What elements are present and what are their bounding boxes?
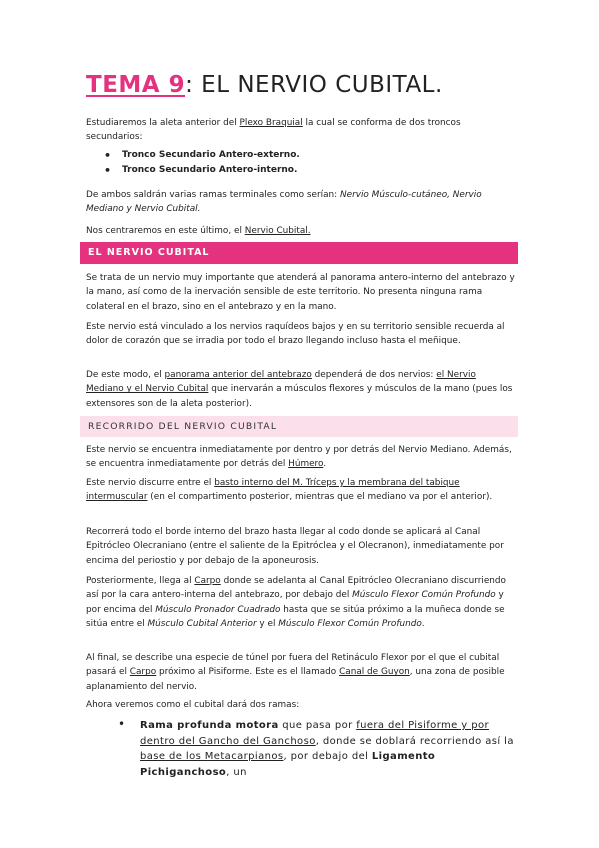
text: donde se adelanta al Canal Epitrócleo Olecraniano discurriendo así por la cara antero-interna del antebrazo, por debajo del	[86, 576, 506, 601]
route-paragraph-4	[86, 574, 516, 632]
title-tema: TEMA 9	[86, 72, 186, 98]
cubital-branches-list	[118, 718, 518, 780]
text: , por debajo del	[283, 751, 372, 762]
text: , un	[226, 766, 247, 778]
route-paragraph-3: Recorrerá todo el borde interno del brazo hasta llegar al codo donde se aplicará al Canal Epitrócleo Olecraniano (entre el saliente de la Epitróclea y el Olecranon), inmediatamente por encima del periostio y por debajo de la aponeurosis.	[86, 527, 504, 566]
text: Posteriormente, llega al	[86, 576, 195, 586]
subsection-heading: RECORRIDO DEL NERVIO CUBITAL	[88, 421, 278, 432]
text: hasta que se sitúa próximo a la muñeca donde se sitúa entre el	[86, 604, 505, 630]
focus-text: Nos centraremos en este último, el	[86, 226, 245, 236]
section-heading: EL NERVIO CUBITAL	[88, 247, 210, 258]
text: De este modo, el	[86, 370, 165, 380]
list-item: • Tronco Secundario Antero-externo.	[104, 148, 300, 163]
list-item	[118, 718, 518, 780]
underlined-text: el Nervio Mediano y el Nervio Cubital	[86, 370, 476, 395]
italic-text: Músculo Flexor Común Profundo	[352, 590, 496, 601]
text: dependerá de dos nervios:	[311, 370, 437, 380]
underlined-text: basto interno del M. Tríceps y la membrana del tabique intermuscular	[86, 478, 460, 503]
intro-text: Estudiaremos la aleta anterior del	[86, 118, 240, 128]
intro-paragraph	[86, 116, 516, 145]
underlined-text: Carpo	[129, 667, 157, 678]
text: Este nervio se encuentra inmediatamente por dentro y por detrás del Nervio Mediano. Además, se encuentra inmediatamente por detrás del	[86, 445, 512, 470]
text: .	[421, 619, 425, 630]
text: Este nervio discurre entre el	[86, 478, 215, 488]
italic-text: Músculo Pronador Cuadrado	[155, 604, 281, 615]
trunk-list	[104, 148, 300, 178]
plexo-braquial-link: Plexo Braquial	[239, 118, 303, 128]
branches-text: De ambos saldrán varias ramas terminales como serían:	[86, 190, 340, 200]
branches-italic: Nervio Músculo-cutáneo, Nervio Mediano y Nervio Cubital.	[86, 190, 482, 215]
text: que pasa por	[278, 720, 357, 731]
title-rest: : EL NERVIO CUBITAL.	[185, 72, 443, 98]
nervio-cubital-link: Nervio Cubital.	[244, 226, 311, 236]
focus-paragraph	[86, 224, 516, 238]
text: que inervarán a músculos flexores y músculos de la mano (pues los extensores son de la aleta posterior).	[86, 384, 513, 409]
intro-text-end: la cual se conforma de dos troncos secundarios:	[86, 118, 461, 143]
italic-text: Músculo Flexor Común Profundo	[278, 619, 422, 630]
bold-text: Rama profunda motora	[140, 720, 279, 731]
bold-text: Ligamento Pichiganchoso	[140, 751, 436, 778]
section1-paragraph-2: Este nervio está vinculado a los nervios raquídeos bajos y en su territorio sensible recuerda al dolor de corazón que se irradia por todo el brazo llegando incluso hasta el meñique.	[86, 322, 505, 347]
text: , donde se doblará recorriendo así la	[315, 735, 514, 747]
underlined-text: Húmero	[288, 459, 324, 470]
text: .	[323, 459, 327, 470]
section-heading-bar	[80, 242, 518, 264]
route-paragraph-5	[86, 651, 516, 694]
text: y el	[256, 619, 279, 630]
subsection-heading-bar	[80, 416, 518, 437]
page-title	[86, 72, 443, 98]
text: próximo al Pisiforme. Este es el llamado	[156, 667, 340, 678]
underlined-text: panorama anterior del antebrazo	[164, 370, 312, 380]
text: (en el compartimento posterior, mientras que el mediano va por el anterior).	[147, 492, 493, 503]
route-paragraph-6: Ahora veremos como el cubital dará dos ramas:	[86, 700, 300, 710]
underlined-text: fuera del Pisiforme y por dentro del Gancho del Ganchoso	[140, 720, 489, 747]
route-paragraph-2	[86, 476, 516, 505]
underlined-text: Carpo	[194, 576, 221, 586]
list-item: • Tronco Secundario Antero-interno.	[104, 163, 300, 178]
text: y por encima del	[86, 590, 504, 615]
branches-paragraph	[86, 188, 516, 217]
text: Al final, se describe una especie de túnel por fuera del Retináculo Flexor por el que el cubital pasará el	[86, 653, 500, 678]
section1-paragraph-1: Se trata de un nervio muy importante que atenderá al panorama antero-interno del antebrazo y la mano, así como de la inervación sensible de este territorio. No presenta ninguna rama colateral en el brazo, sino en el antebrazo y en la mano.	[86, 273, 515, 312]
underlined-text: base de los Metacarpianos	[140, 751, 284, 762]
route-paragraph-1	[86, 443, 516, 472]
underlined-text: Canal de Guyon	[339, 667, 410, 678]
section1-paragraph-3	[86, 368, 516, 411]
italic-text: Músculo Cubital Anterior	[147, 619, 257, 630]
text: , una zona de posible aplanamiento del nervio.	[86, 667, 505, 692]
